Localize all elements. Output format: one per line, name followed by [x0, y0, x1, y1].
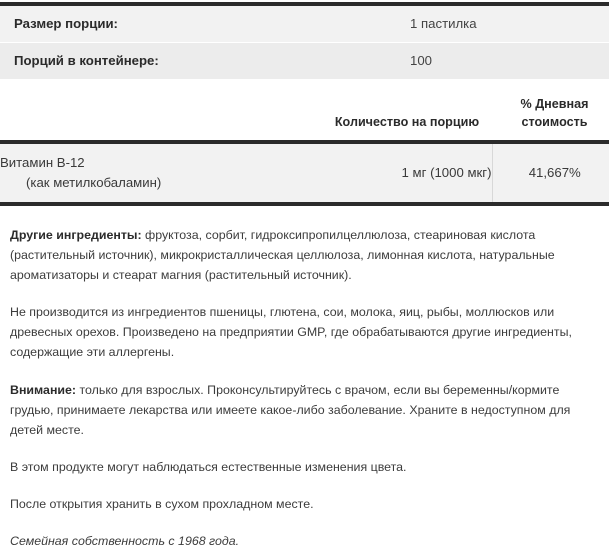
servings-per-container-value: 100: [410, 52, 433, 68]
serving-size-value: 1 пастилка: [410, 4, 609, 42]
other-ingredients-label: Другие ингредиенты:: [10, 227, 142, 242]
table-header-row: [0, 96, 609, 143]
nutrient-form: (как метилкобаламин): [26, 175, 162, 191]
warning-paragraph: [10, 380, 599, 440]
allergen-paragraph: Не производится из ингредиентов пшеницы, глютена, сои, молока, яиц, рыбы, моллюсков или древесных орехов. Произведено на предприятии GMP, где обрабатываются другие ингредиенты, содержащие эти аллергены.: [10, 305, 572, 360]
warning-label: Внимание:: [10, 382, 77, 397]
table-row: [0, 42, 609, 78]
table-row: [0, 142, 609, 204]
serving-facts-table: [0, 2, 609, 79]
nutrient-name: Витамин B-12: [0, 155, 85, 171]
nutrition-facts-table: [0, 96, 609, 206]
color-variation-paragraph: В этом продукте могут наблюдаться естественные изменения цвета.: [10, 459, 407, 474]
storage-paragraph: После открытия хранить в сухом прохладном месте.: [10, 496, 314, 511]
nutrient-amount-cell: 1 мг (1000 мкг): [330, 142, 492, 204]
family-owned-paragraph: Семейная собственность с 1968 года.: [10, 534, 240, 548]
amount-per-serving-column-header: Количество на порцию: [330, 96, 492, 143]
servings-per-container-label: Порций в контейнере:: [14, 52, 159, 68]
warning-text: только для взрослых. Проконсультируйтесь с врачом, если вы беременны/кормите грудью, принимаете лекарства или имеете какое-либо заболевание. Храните в недоступном для детей месте.: [10, 382, 571, 437]
other-ingredients-text: фруктоза, сорбит, гидроксипропилцеллюлоза, стеариновая кислота (растительный источник), микрокристаллическая целлюлоза, лимонная кислота, натуральные ароматизаторы и стеарат магния (растительный источник).: [10, 227, 555, 283]
other-ingredients-paragraph: [10, 225, 599, 285]
nutrient-name-cell: [0, 142, 330, 204]
serving-size-label: Размер порции:: [0, 4, 410, 42]
nutrient-column-header: [0, 96, 330, 143]
table-row: [0, 4, 609, 42]
product-notes: [0, 225, 609, 551]
nutrient-daily-value-cell: 41,667%: [492, 142, 609, 204]
daily-value-column-header: % Дневная стоимость: [492, 96, 609, 143]
supplement-facts-panel: [0, 2, 609, 551]
